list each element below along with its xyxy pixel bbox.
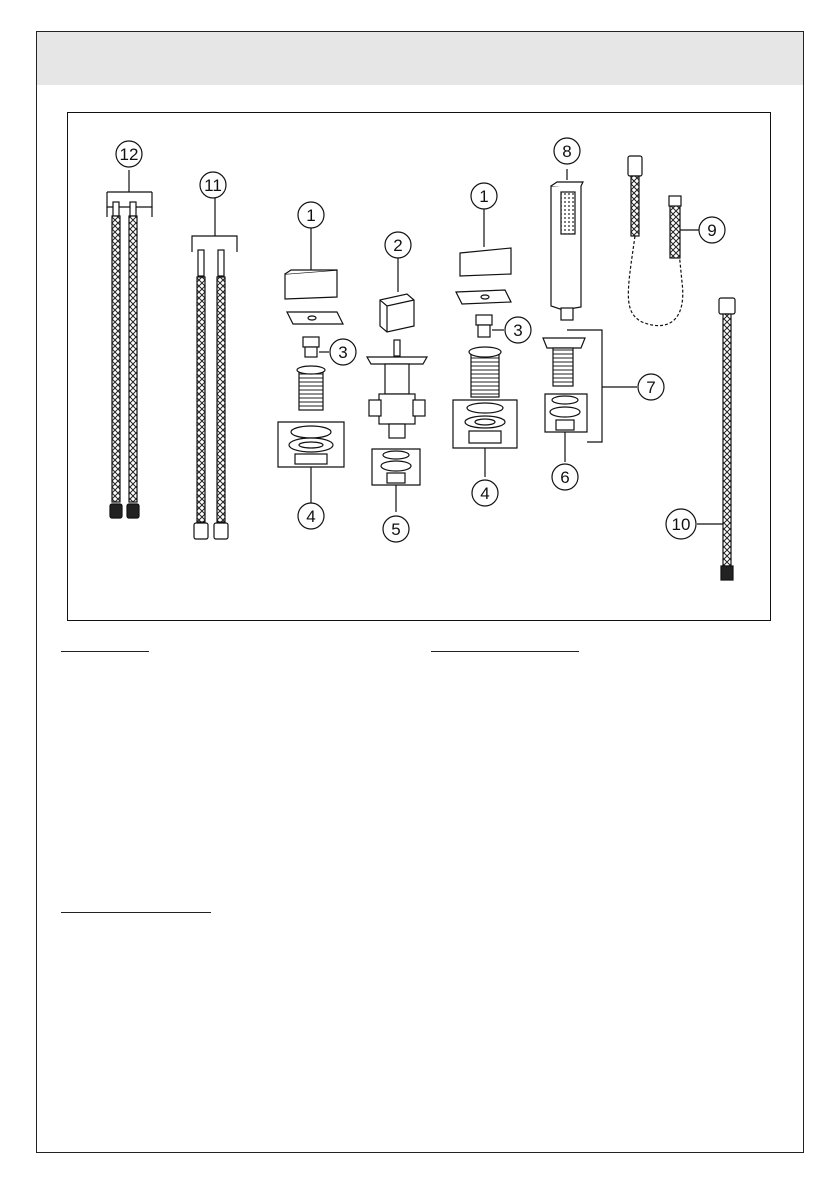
header-band <box>37 32 803 85</box>
callout-12 <box>116 141 142 167</box>
svg-text:12: 12 <box>119 145 139 164</box>
shower-holder-7 <box>543 330 637 462</box>
callout-11 <box>200 172 226 198</box>
diverter-assembly <box>367 257 427 512</box>
callout-4-right <box>472 480 498 506</box>
callout-3-right <box>505 317 531 343</box>
handle-assembly-right <box>453 208 517 477</box>
svg-text:3: 3 <box>338 343 348 362</box>
handle-assembly-left <box>278 227 344 504</box>
svg-text:7: 7 <box>646 378 656 397</box>
section-rule-lower <box>61 912 211 913</box>
exploded-parts-diagram <box>67 112 771 621</box>
callout-9 <box>699 217 725 243</box>
svg-text:9: 9 <box>707 221 717 240</box>
callout-10 <box>666 509 696 539</box>
svg-text:11: 11 <box>204 176 222 195</box>
svg-text:4: 4 <box>480 484 490 503</box>
callout-1-left <box>298 202 324 228</box>
callout-5 <box>383 516 409 542</box>
svg-text:10: 10 <box>671 515 691 534</box>
svg-text:2: 2 <box>393 236 403 255</box>
section-rule-left <box>61 651 149 652</box>
callout-3-left <box>330 339 356 365</box>
hose-pair-12 <box>107 170 152 518</box>
svg-text:4: 4 <box>306 507 316 526</box>
svg-text:1: 1 <box>479 187 489 206</box>
section-rule-right <box>431 651 579 652</box>
svg-text:8: 8 <box>562 142 572 161</box>
callout-2 <box>385 232 411 258</box>
long-hose-10 <box>697 298 735 580</box>
svg-text:3: 3 <box>513 321 523 340</box>
hand-shower-8 <box>551 169 583 320</box>
callout-8 <box>554 138 580 164</box>
callout-7 <box>638 374 664 400</box>
shower-hose-9 <box>628 156 699 326</box>
callout-6 <box>552 464 578 490</box>
callout-4-left <box>298 503 324 529</box>
callout-1-right <box>471 183 497 209</box>
svg-text:1: 1 <box>306 206 316 225</box>
hose-pair-11 <box>192 198 237 539</box>
svg-text:5: 5 <box>391 520 401 539</box>
svg-text:6: 6 <box>560 468 570 487</box>
